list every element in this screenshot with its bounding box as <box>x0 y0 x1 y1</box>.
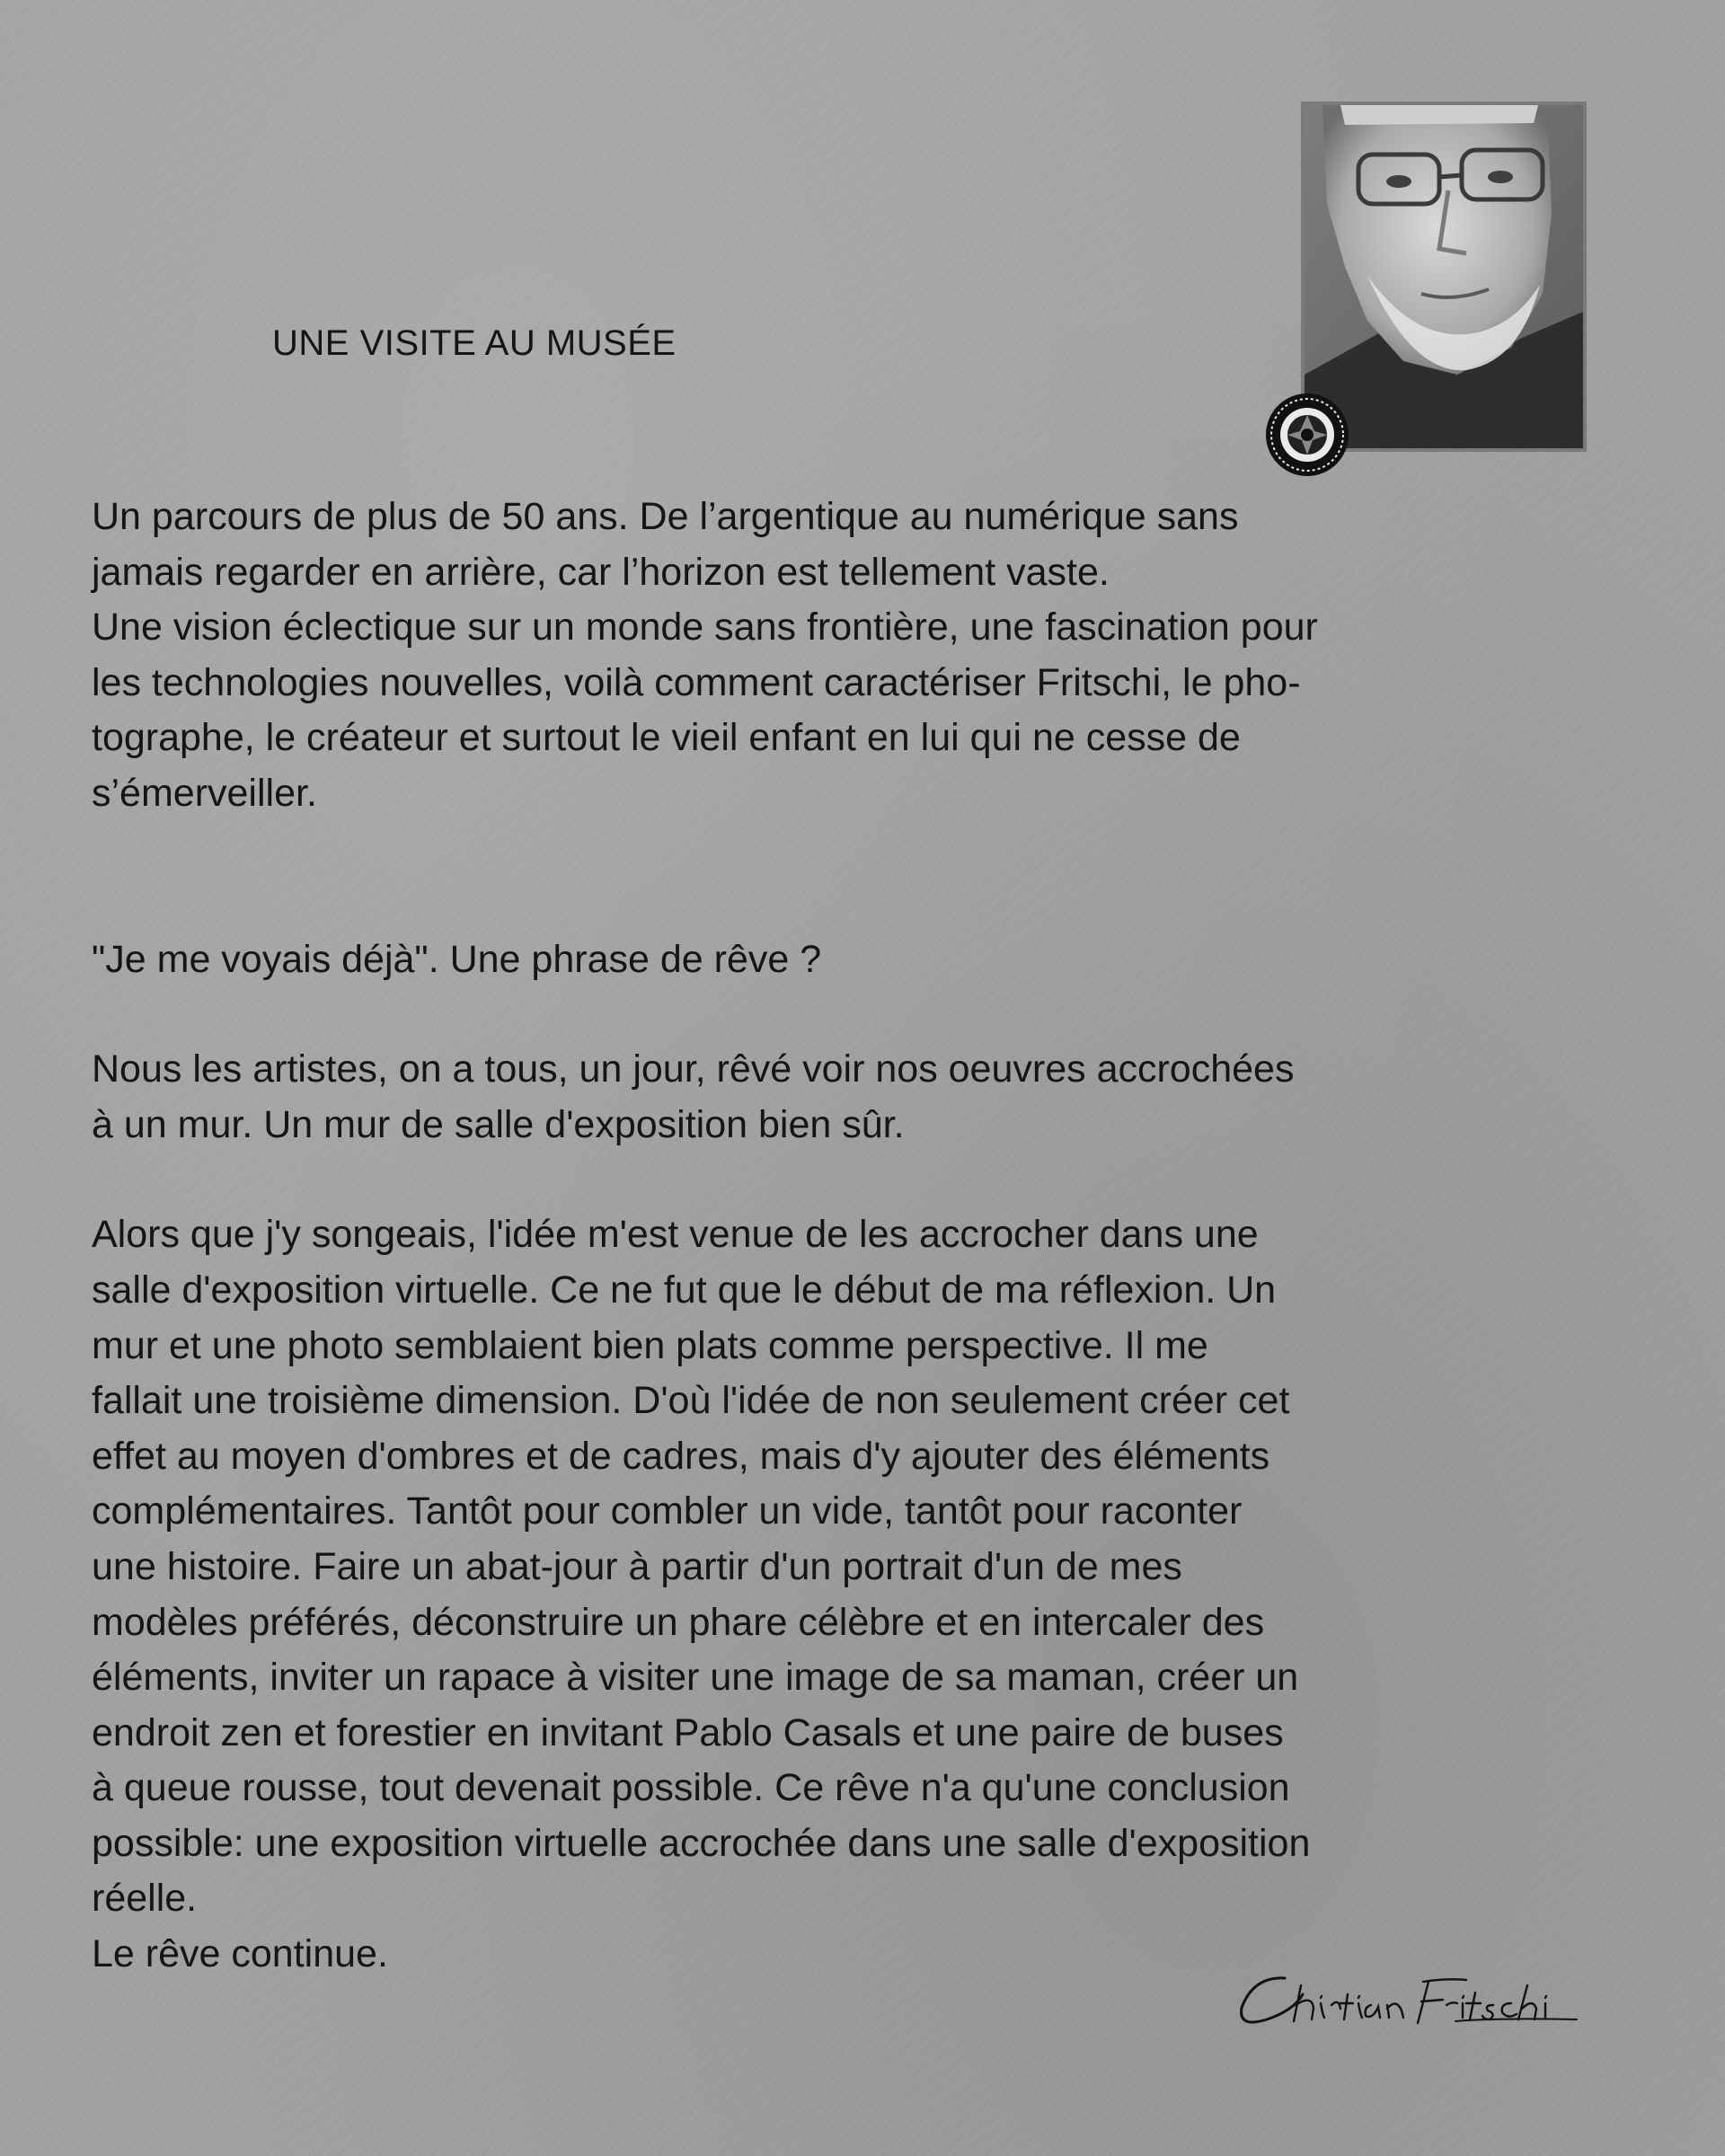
artists-paragraph: Nous les artistes, on a tous, un jour, rêvé voir nos oeuvres accrochées à un mur. Un mur de salle d'exposition bien sûr. <box>92 1047 1295 1146</box>
camera-shutter-logo <box>1264 392 1350 478</box>
intro-paragraph: Un parcours de plus de 50 ans. De l’argentique au numérique sans jamais regarder en arrière, car l’horizon est tellement vaste. Une vision éclectique sur un monde sans frontière, une fascination pour les technologies nouvelles, voilà comment caractériser Fritschi, le pho- tographe, le créateur et surtout le vieil enfant en lui qui ne cesse de s’émerveiller. <box>92 495 1318 815</box>
story-paragraph: Alors que j'y songeais, l'idée m'est venue de les accrocher dans une salle d'exposition virtuelle. Ce ne fut que le début de ma réflexion. Un mur et une photo semblaient bien plats comme perspective. Il me fallait une troisième dimension. D'où l'idée de non seulement créer cet effet au moyen d'ombres et de cadres, mais d'y ajouter des éléments complémentaires. Tantôt pour combler un vide, tantôt pour raconter une histoire. Faire un abat-jour à partir d'un portrait d'un de mes modèles préférés, déconstruire un phare célèbre et en intercaler des éléments, inviter un rapace à visiter une image de sa maman, créer un endroit zen et forestier en invitant Pablo Casals et une paire de buses à queue rousse, tout devenait possible. Ce rêve n'a qu'une conclusion possible: une exposition virtuelle accrochée dans une salle d'exposition réelle. Le rêve continue. <box>92 1213 1311 1976</box>
question-paragraph: "Je me voyais déjà". Une phrase de rêve ? <box>92 937 822 981</box>
author-signature <box>1231 1958 1581 2039</box>
article-body <box>92 490 1655 1983</box>
page-title: UNE VISITE AU MUSÉE <box>272 323 677 363</box>
